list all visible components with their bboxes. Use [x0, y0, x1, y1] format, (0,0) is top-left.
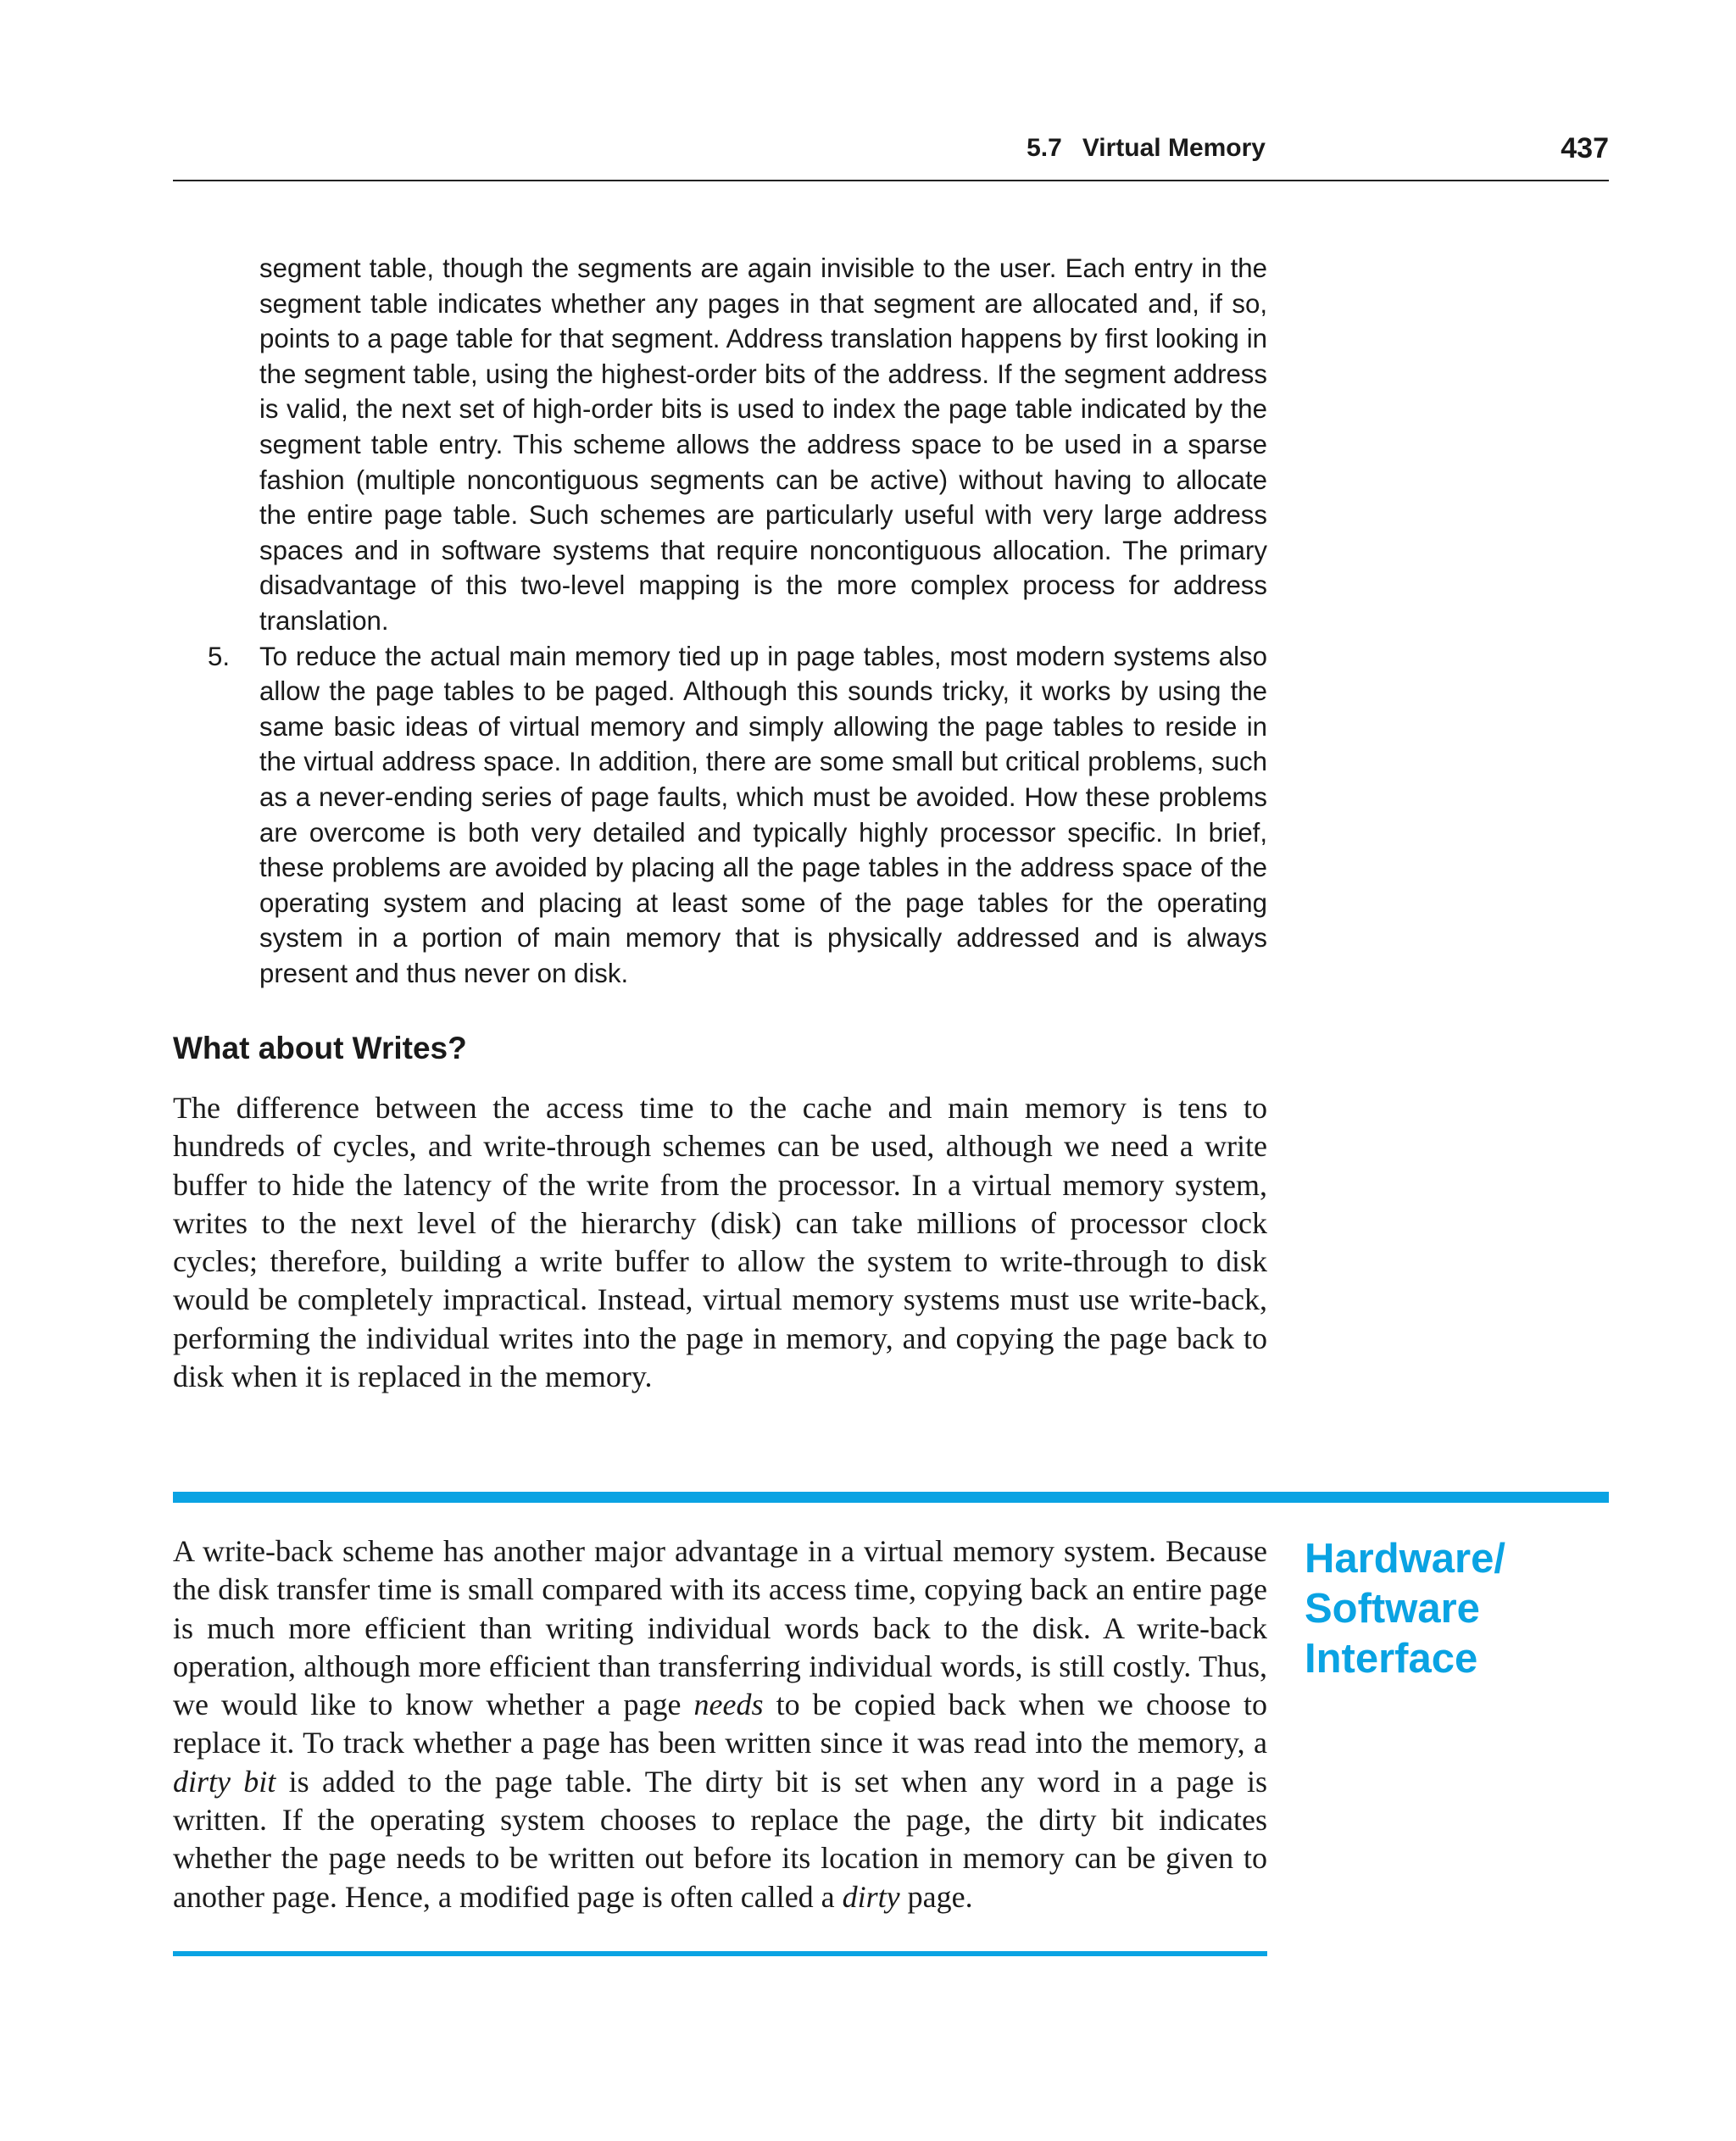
hsi-text-4: page. — [907, 1879, 973, 1914]
hsi-emphasis-dirty-bit: dirty bit — [173, 1764, 276, 1799]
hsi-text-2: to be copied back when we choose to replace it. To track whether a page has been written since it was read into the memory, a — [173, 1688, 1268, 1760]
list-item-number: 5. — [208, 641, 231, 671]
hsi-title-line1: Hardware/ — [1305, 1536, 1505, 1582]
hsi-bottom-rule — [173, 1951, 1267, 1956]
hsi-title-line3: Interface — [1305, 1636, 1478, 1682]
section-title: Virtual Memory — [1082, 134, 1266, 162]
section-heading — [1027, 134, 1266, 163]
hsi-emphasis-needs: needs — [693, 1688, 764, 1722]
hsi-title — [1305, 1534, 1505, 1684]
page-number: 437 — [1561, 132, 1609, 164]
list-item-continued: segment table, though the segments are again invisible to the user. Each entry in the segment table indicates whether any pages in that segment are allocated and, if so, points to a page table for that segment. Address translation happens by first looking in the segment table, using the highest-order bits of the address. If the segment address is valid, the next set of high-order bits is used to index the page table indicated by the segment table entry. This scheme allows the address space to be used in a sparse fashion (multiple noncontiguous segments can be active) without having to allocate the entire page table. Such schemes are particularly useful with very large address spaces and in software systems that require noncontiguous allocation. The primary disadvantage of this two-level mapping is the more complex process for address translation. — [259, 253, 1267, 636]
hsi-paragraph — [173, 1532, 1267, 1916]
hsi-top-rule — [173, 1492, 1609, 1503]
hsi-text-1: A write-back scheme has another major advantage in a virtual memory system. Because the disk transfer time is small compared with its access time, copying back an entire page is much more efficient than writing individual words back to the disk. A write-back operation, although more efficient than transferring individual words, is still costly. Thus, we would like to know whether a page — [173, 1534, 1267, 1722]
writes-paragraph: The difference between the access time to the cache and main memory is tens to hundreds of cycles, and write-through schemes can be used, although we need a write buffer to hide the latency of the write from the processor. In a virtual memory system, writes to the next level of the hierarchy (disk) can take millions of processor clock cycles; therefore, building a write buffer to allow the system to write-through to disk would be completely impractical. Instead, virtual memory systems must use write-back, performing the individual writes into the page in memory, and copying the page back to disk when it is replaced in the memory. — [173, 1091, 1267, 1394]
section-number: 5.7 — [1027, 134, 1062, 162]
list-item-text: To reduce the actual main memory tied up in page tables, most modern systems also allow the page tables to be paged. Although this sounds tricky, it works by using the same basic ideas of virtual memory and simply allowing the page tables to reside in the virtual address space. In addition, there are some small but critical problems, such as a never-ending series of page faults, which must be avoided. How these problems are overcome is both very detailed and typically highly processor specific. In brief, these problems are avoided by placing all the page tables in the address space of the operating system and placing at least some of the page tables for the operating system in a portion of main memory that is physically addressed and is always present and thus never on disk. — [259, 641, 1267, 988]
list-item-5 — [208, 639, 1267, 992]
writes-heading: What about Writes? — [173, 1031, 467, 1065]
hsi-title-line2: Software — [1305, 1586, 1480, 1632]
hsi-text-3: is added to the page table. The dirty bit is set when any word in a page is written. If the operating system chooses to replace the page, the dirty bit indicates whether the page needs to be written out before its location in memory can be given to another page. Hence, a modified page is often called a — [173, 1764, 1267, 1914]
numbered-list — [208, 251, 1267, 991]
running-header — [173, 129, 1609, 181]
hsi-emphasis-dirty: dirty — [842, 1879, 900, 1914]
